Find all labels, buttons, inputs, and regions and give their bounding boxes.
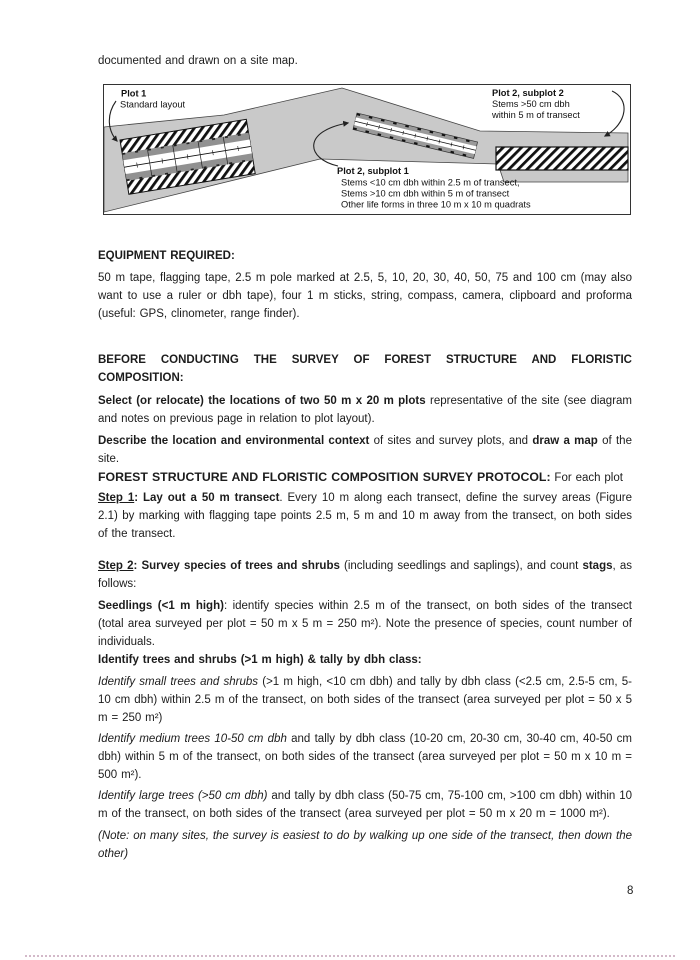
seedlings-bold: Seedlings (<1 m high)	[98, 599, 224, 612]
select-plots-bold: Select (or relocate) the locations of two 50 m x 20 m plots	[98, 395, 426, 407]
seedlings-paragraph	[98, 597, 632, 651]
plot2-subplot1-label-line2: Stems >10 cm dbh within 5 m of transect	[341, 188, 510, 199]
step2-mid: (including seedlings and saplings), and count	[339, 559, 583, 572]
before-survey-heading: BEFORE CONDUCTING THE SURVEY OF FOREST STRUCTURE AND FLORISTIC COMPOSITION:	[98, 354, 632, 384]
step1-paragraph	[98, 489, 632, 543]
plot2-subplot2-label-line2: within 5 m of transect	[492, 110, 580, 120]
page-content	[98, 0, 632, 863]
plot2-subplot2-shape	[496, 147, 628, 170]
draw-map-bold: draw a map	[532, 435, 598, 447]
step2-stags-bold: stags	[582, 559, 613, 572]
small-trees-paragraph	[98, 673, 632, 727]
step2-rest: , as follows:	[98, 559, 632, 590]
plot1-label-title: Plot 1	[121, 88, 147, 99]
page-number: 8	[627, 885, 634, 897]
step2-bold: : Survey species of trees and shrubs	[133, 559, 340, 572]
plot-layout-figure	[104, 85, 630, 214]
plot1-label-sub: Standard layout	[120, 99, 186, 110]
step1-rest: . Every 10 m along each transect, define the survey areas (Figure 2.1) by marking with flagging tape points 2.5 m, 5 m and 10 m away from the transect, on both sides of the transect.	[98, 491, 632, 540]
large-trees-italic: Identify large trees (>50 cm dbh)	[98, 789, 268, 802]
step2-paragraph	[98, 557, 632, 593]
large-trees-paragraph	[98, 787, 632, 823]
plot-layout-diagram	[103, 84, 631, 215]
step1-bold: : Lay out a 50 m transect	[134, 491, 280, 504]
step2-label: Step 2	[98, 559, 134, 572]
equipment-heading: EQUIPMENT REQUIRED:	[98, 250, 235, 262]
medium-trees-rest: and tally by dbh class (10-20 cm, 20-30 cm, 30-40 cm, 40-50 cm dbh) within 5 m of the transect, on both sides of the transect (area surveyed per plot = 50 m x 10 m = 500 m²).	[98, 732, 632, 781]
intro-text: documented and drawn on a site map.	[98, 55, 298, 67]
protocol-heading-bold: FOREST STRUCTURE AND FLORISTIC COMPOSITION SURVEY PROTOCOL:	[98, 470, 551, 484]
identify-trees-heading: Identify trees and shrubs (>1 m high) & tally by dbh class:	[98, 653, 422, 666]
describe-mid: of sites and survey plots, and	[369, 435, 533, 447]
describe-bold: Describe the location and environmental context	[98, 435, 370, 447]
seedlings-rest: : identify species within 2.5 m of the transect, on both sides of the transect (total area surveyed per plot = 50 m x 5 m = 250 m²). Note the presence of species, count number of individuals.	[98, 599, 632, 648]
describe-rest: of the site.	[98, 435, 632, 465]
equipment-body: 50 m tape, flagging tape, 2.5 m pole marked at 2.5, 5, 10, 20, 30, 40, 50, 75 and 100 cm (may also want to use a ruler or dbh tape), four 1 m sticks, string, compass, camera, clipboard and proforma (useful: GPS, clinometer, range finder).	[98, 272, 632, 320]
small-trees-italic: Identify small trees and shrubs	[98, 675, 259, 688]
plot2-subplot1-label-line1: Stems <10 cm dbh within 2.5 m of transect,	[341, 177, 520, 188]
select-plots-paragraph	[98, 392, 632, 428]
describe-location-paragraph	[98, 432, 632, 468]
note-paragraph: (Note: on many sites, the survey is easiest to do by walking up one side of the transect, then down the other)	[98, 829, 632, 860]
plot2-subplot2-arrow	[605, 91, 624, 136]
protocol-heading-rest: For each plot	[550, 472, 623, 484]
plot2-subplot1-label-title: Plot 2, subplot 1	[337, 166, 409, 176]
plot2-subplot1-label-line3: Other life forms in three 10 m x 10 m quadrats	[341, 199, 531, 210]
small-trees-rest: (>1 m high, <10 cm dbh) and tally by dbh class (<2.5 cm, 2.5-5 cm, 5-10 cm dbh) within 2.5 m of the transect, on both sides of the transect (area surveyed per plot = 50 x 5 m = 250 m²)	[98, 675, 632, 724]
plot2-subplot2-label-title: Plot 2, subplot 2	[492, 88, 564, 98]
step1-label: Step 1	[98, 491, 135, 504]
medium-trees-italic: Identify medium trees 10-50 cm dbh	[98, 732, 287, 745]
plot2-subplot2-label-line1: Stems >50 cm dbh	[492, 99, 570, 109]
select-plots-rest: representative of the site (see diagram and notes on previous page in relation to plot layout).	[98, 395, 633, 425]
protocol-heading-paragraph	[98, 468, 632, 489]
large-trees-rest: and tally by dbh class (50-75 cm, 75-100 cm, >100 cm dbh) within 10 m of the transect, on both sides of the transect (area surveyed per plot = 50 m x 20 m = 1000 m²).	[98, 789, 633, 820]
footer-dotted-divider	[25, 955, 675, 957]
medium-trees-paragraph	[98, 730, 632, 784]
